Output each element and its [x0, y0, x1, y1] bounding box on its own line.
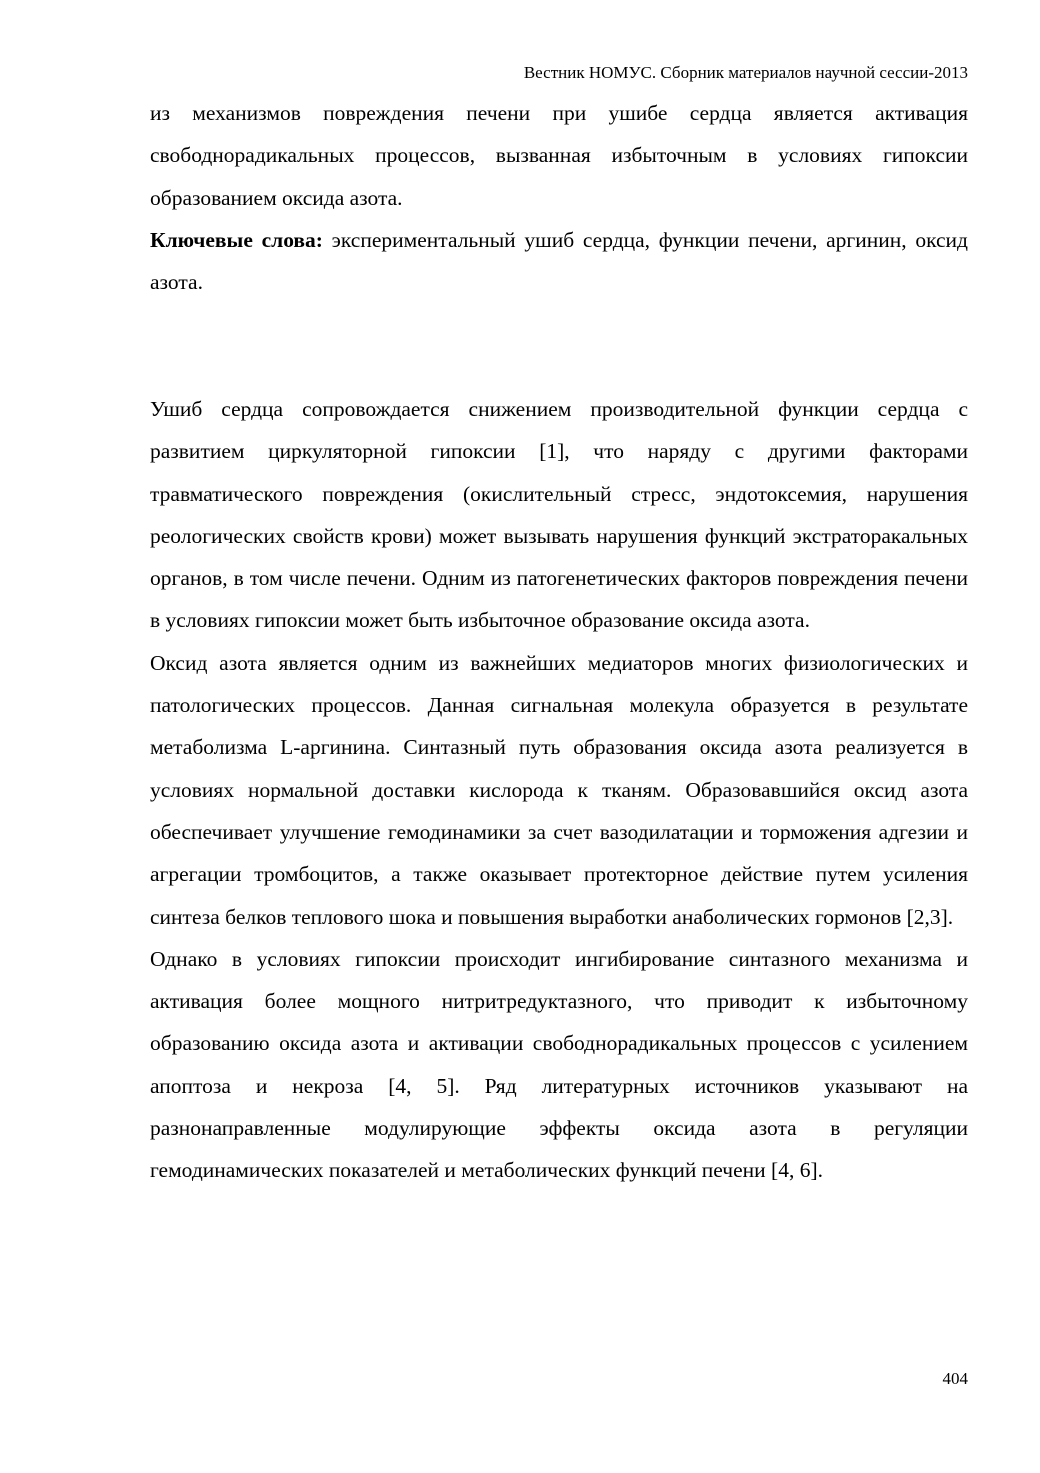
- running-header: Вестник НОМУС. Сборник материалов научной сессии-2013: [523, 63, 968, 82]
- abstract-continuation: из механизмов повреждения печени при ушибе сердца является активация свободнорадикальных процессов, вызванная избыточным в условиях гипоксии образованием оксида азота.: [150, 101, 968, 210]
- body-paragraph-1: Ушиб сердца сопровождается снижением производительной функции сердца с развитием циркуляторной гипоксии [1], что наряду с другими факторами травматического повреждения (окислительный стресс, эндотоксемия, нарушения реологических свойств крови) может вызывать нарушения функций экстраторакальных органов, в том числе печени. Одним из патогенетических факторов повреждения печени в условиях гипоксии может быть избыточное образование оксида азота.: [150, 397, 968, 633]
- abstract-section: [150, 92, 968, 303]
- body-paragraph-2: Оксид азота является одним из важнейших медиаторов многих физиологических и патологических процессов. Данная сигнальная молекула образуется в результате метаболизма L-аргинина. Синтазный путь образования оксида азота реализуется в условиях нормальной доставки кислорода к тканям. Образовавшийся оксид азота обеспечивает улучшение гемодинамики за счет вазодилатации и торможения адгезии и агрегации тромбоцитов, а также оказывает протекторное действие путем усиления синтеза белков теплового шока и повышения выработки анаболических гормонов [2,3].: [150, 650, 968, 929]
- body-paragraph-3: Однако в условиях гипоксии происходит ингибирование синтазного механизма и активация более мощного нитритредуктазного, что приводит к избыточному образованию оксида азота и активации свободнорадикальных процессов с усилением апоптоза и некроза [4, 5]. Ряд литературных источников указывают на разнонаправленные модулирующие эффекты оксида азота в регуляции гемодинамических показателей и метаболических функций печени [4, 6].: [150, 946, 968, 1183]
- main-body: [150, 388, 968, 1192]
- keywords-text: экспериментальный ушиб сердца, функции печени, аргинин, оксид азота.: [150, 227, 968, 295]
- keywords-label: Ключевые слова:: [150, 227, 323, 252]
- keywords-paragraph: [150, 219, 968, 304]
- page-number: 404: [942, 1369, 968, 1388]
